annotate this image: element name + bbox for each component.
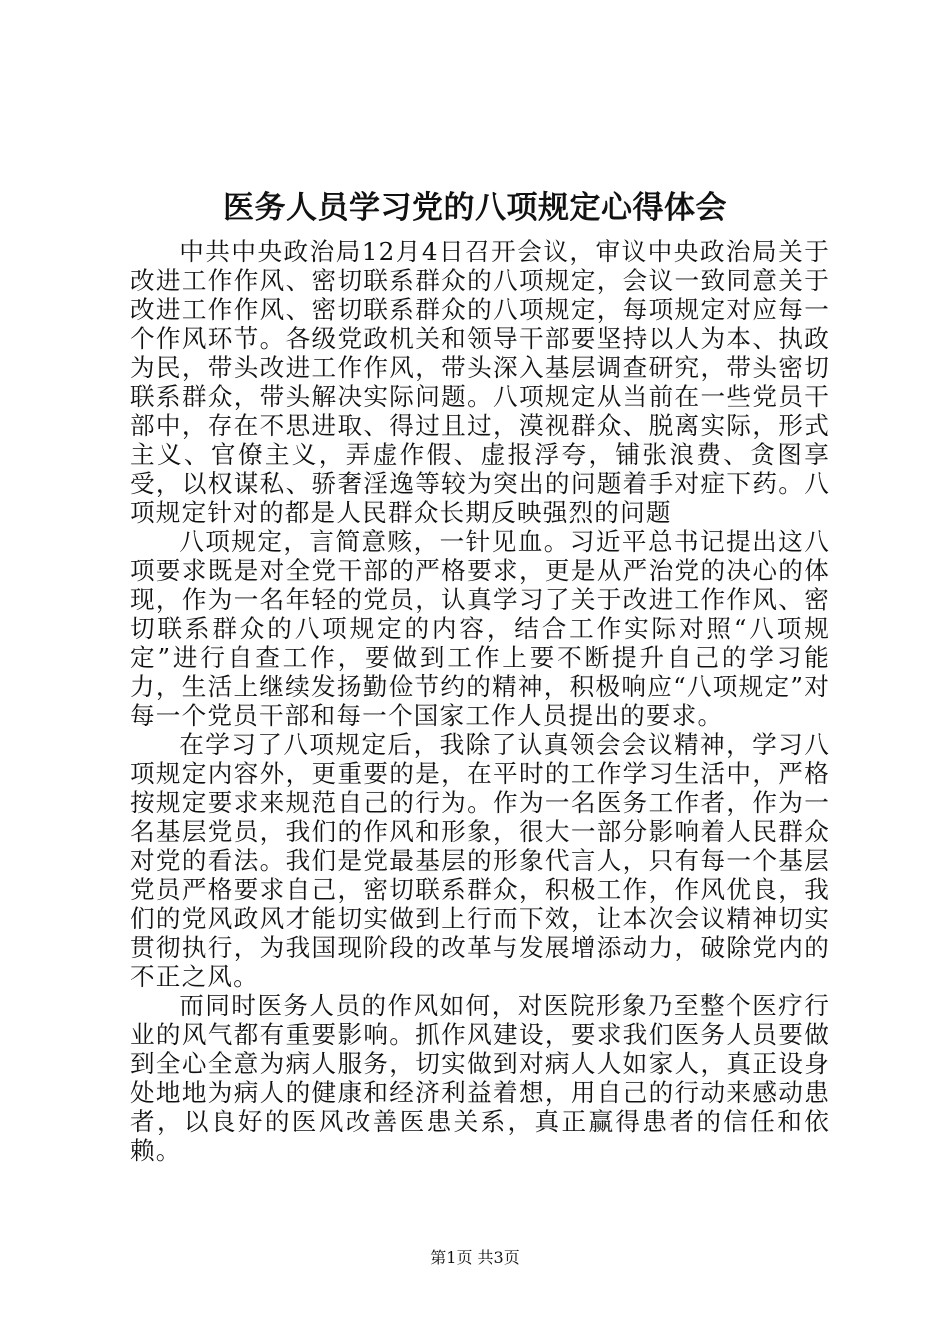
document-body bbox=[130, 237, 830, 1165]
document-title: 医务人员学习党的八项规定心得体会 bbox=[223, 190, 727, 226]
paragraph: 中共中央政治局12月4日召开会议，审议中央政治局关于改进工作作风、密切联系群众的八项规定，会议一致同意关于改进工作作风、密切联系群众的八项规定，每项规定对应每一个作风环节。各级党政机关和领导干部要坚持以人为本、执政为民，带头改进工作作风，带头深入基层调查研究，带头密切联系群众，带头解决实际问题。八项规定从当前在一些党员干部中，存在不思进取、得过且过，漠视群众、脱离实际，形式主义、官僚主义，弄虚作假、虚报浮夸，铺张浪费、贪图享受，以权谋私、骄奢淫逸等较为突出的问题着手对症下药。八项规定针对的都是人民群众长期反映强烈的问题 bbox=[130, 237, 830, 527]
paragraph: 而同时医务人员的作风如何，对医院形象乃至整个医疗行业的风气都有重要影响。抓作风建设，要求我们医务人员要做到全心全意为病人服务，切实做到对病人人如家人，真正设身处地地为病人的健康和经济利益着想，用自己的行动来感动患者，以良好的医风改善医患关系，真正赢得患者的信任和依赖。 bbox=[130, 991, 830, 1165]
paragraph: 八项规定，言简意赅，一针见血。习近平总书记提出这八项要求既是对全党干部的严格要求，更是从严治党的决心的体现，作为一名年轻的党员，认真学习了关于改进工作作风、密切联系群众的八项规定的内容，结合工作实际对照“八项规定”进行自查工作，要做到工作上要不断提升自己的学习能力，生活上继续发扬勤俭节约的精神，积极响应“八项规定”对每一个党员干部和每一个国家工作人员提出的要求。 bbox=[130, 527, 830, 730]
paragraph: 在学习了八项规定后，我除了认真领会会议精神，学习八项规定内容外，更重要的是，在平时的工作学习生活中，严格按规定要求来规范自己的行为。作为一名医务工作者，作为一名基层党员，我们的作风和形象，很大一部分影响着人民群众对党的看法。我们是党最基层的形象代言人，只有每一个基层党员严格要求自己，密切联系群众，积极工作，作风优良，我们的党风政风才能切实做到上行而下效，让本次会议精神切实贯彻执行，为我国现阶段的改革与发展增添动力，破除党内的不正之风。 bbox=[130, 730, 830, 991]
page-number-footer: 第1页 共3页 bbox=[430, 1248, 520, 1267]
